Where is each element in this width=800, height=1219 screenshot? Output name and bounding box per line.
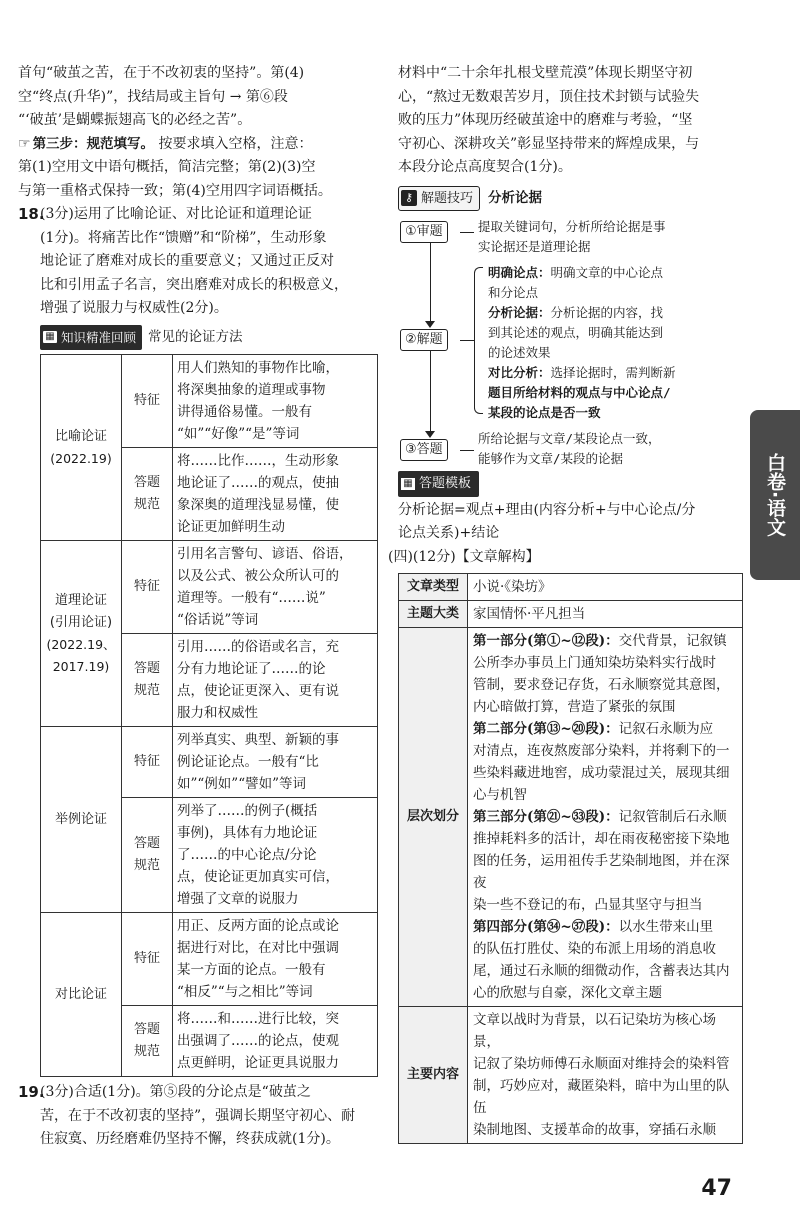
step3-label: 第三步：	[32, 135, 87, 152]
step3-heading	[18, 133, 378, 157]
analysis-flowchart	[398, 217, 743, 469]
feature-label: 特征	[122, 913, 173, 1006]
material-line: 守初心、深耕攻关”彰显坚持带来的辉煌成果，与	[398, 135, 700, 152]
answer-line: (3分)合适(1分)。第⑤段的分论点是“破茧之	[40, 1084, 311, 1100]
table-row	[399, 1007, 743, 1144]
table-row	[399, 601, 743, 628]
feature-text: 引用名言警句、谚语、俗语， 以及公式、被公众所认可的 道理等。一般有“……说” “俗话说”等词	[173, 541, 378, 634]
right-column	[388, 62, 743, 1144]
side-tab: 白卷·语文	[750, 410, 800, 580]
table-row	[41, 913, 378, 1006]
connector	[460, 340, 474, 341]
method-name-cell: 比喻论证 (2022.19)	[41, 355, 122, 541]
type-label: 文章类型	[399, 574, 468, 601]
question-number: 18.	[18, 205, 45, 223]
step3-hand: 规范填写。	[86, 135, 155, 152]
structure-table	[398, 573, 743, 1144]
answer-line: 增强了说服力与权威性(2分)。	[40, 300, 228, 316]
brace	[474, 267, 483, 414]
arrow-down-icon	[425, 431, 435, 438]
answer-label: 答题 规范	[122, 1006, 173, 1077]
tip-tag: ⚷ 解题技巧	[398, 186, 480, 212]
table-row	[399, 574, 743, 601]
feature-label: 特征	[122, 727, 173, 798]
material-line: 材料中“二十余年扎根戈壁荒漠”体现长期坚守初	[398, 65, 693, 81]
book-icon: ▦	[43, 331, 57, 343]
arrow-down-icon	[425, 321, 435, 328]
answer-line: 住寂寞、历经磨难仍坚持不懈，终获成就(1分)。	[40, 1131, 340, 1147]
connector	[460, 450, 474, 451]
book-icon: ▦	[401, 478, 415, 490]
feature-text: 用正、反两方面的论点或论 据进行对比，在对比中强调 某一方面的论点。一般有 “相反”“与之相比”等词	[173, 913, 378, 1006]
content-label: 主要内容	[399, 1007, 468, 1144]
table-row	[41, 355, 378, 448]
question-number: 19.	[18, 1083, 45, 1101]
step3-text: 所给论据与文章/某段论点一致， 能够作为文章/某段的论据	[478, 431, 661, 466]
template-tag: ▦ 答题模板	[398, 471, 479, 497]
table-row	[41, 541, 378, 634]
answer-line: (3分)运用了比喻论证、对比论证和道理论证	[40, 206, 312, 222]
answer-text: 将……和……进行比较，突 出强调了……的论点，使观 点更鲜明，论证更具说服力	[173, 1006, 378, 1077]
tip-header	[398, 186, 743, 212]
answer-label: 答题 规范	[122, 634, 173, 727]
argument-methods-table	[40, 354, 378, 1077]
method-name-cell: 对比论证	[41, 913, 122, 1077]
key-icon: ⚷	[401, 190, 417, 206]
step2-items: 明确论点：明确文章的中心论点 和分论点 分析论据：分析论据的内容，找 到其论述的观点，明确其能达到 的论述效果 对比分析：选择论据时，需判断新 题目所给材料的观点与中心论点/ 某段的论点是否一致	[488, 265, 676, 420]
connector	[430, 351, 431, 435]
left-column	[18, 62, 378, 1152]
question-19	[18, 1081, 378, 1152]
step1-text: 提取关键词句，分析所给论据是事 实论据还是道理论据	[478, 219, 666, 254]
answer-text: 列举了……的例子(概括 事例)，具体有力地论证 了……的中心论点/分论 点，使论证更加真实可信， 增强了文章的说服力	[173, 798, 378, 913]
feature-text: 用人们熟知的事物作比喻， 将深奥抽象的道理或事物 讲得通俗易懂。一般有 “如”“好像”“是”等词	[173, 355, 378, 448]
answer-label: 答题 规范	[122, 798, 173, 913]
material-line: 本段分论点高度契合(1分)。	[398, 159, 572, 175]
answer-line: 地论证了磨难对成长的重要意义；又通过正反对	[40, 253, 334, 269]
material-line: 败的压力”体现历经破茧途中的磨难与考验，“坚	[398, 112, 693, 128]
knowledge-title: 常见的论证方法	[148, 328, 243, 345]
table-row	[41, 727, 378, 798]
answer-line: (1分)。将痛苦比作“馈赠”和“阶梯”，生动形象	[40, 229, 327, 246]
material-line: 心，“熬过无数艰苦岁月，顶住技术封锁与试验失	[398, 88, 700, 105]
feature-label: 特征	[122, 355, 173, 448]
step3-text: 按要求填入空格，注意：	[154, 135, 313, 152]
template-line: 论点关系)+结论	[398, 525, 500, 541]
type-value: 小说·《染坊》	[468, 574, 743, 601]
table-row	[399, 628, 743, 1007]
intro-line: “‘破茧’是蝴蝶振翅高飞的必经之苦”。	[18, 112, 252, 128]
step3-line: 与第一重格式保持一致；第(4)空用四字词语概括。	[18, 182, 332, 199]
step3-line: 第(1)空用文中语句概括，简洁完整；第(2)(3)空	[18, 159, 316, 175]
answer-label: 答题 规范	[122, 448, 173, 541]
step3-box: ③答题	[400, 439, 448, 461]
page-number: 47	[701, 1176, 732, 1201]
intro-line: 空“终点(升华)”，找结局或主旨句 → 第⑥段	[18, 88, 288, 105]
knowledge-header	[40, 325, 378, 351]
template-line: 分析论据=观点+理由(内容分析+与中心论点/分	[398, 501, 696, 518]
answer-text: 引用……的俗语或名言，充 分有力地论证了……的论 点，使论证更深入、更有说 服力和权威性	[173, 634, 378, 727]
answer-line: 比和引用孟子名言，突出磨难对成长的积极意义，	[40, 276, 348, 293]
feature-text: 列举真实、典型、新颖的事 例论证论点。一般有“比 如”“例如”“譬如”等词	[173, 727, 378, 798]
intro-line: 首句“破茧之苦，在于不改初衷的坚持”。第(4)	[18, 65, 305, 81]
knowledge-tag: ▦ 知识精准回顾	[40, 325, 142, 351]
theme-value: 家国情怀·平凡担当	[468, 601, 743, 628]
step2-box: ②解题	[400, 329, 448, 351]
answer-text: 将……比作……，生动形象 地论证了……的观点，使抽 象深奥的道理浅显易懂，使 论证更加鲜明生动	[173, 448, 378, 541]
connector	[460, 232, 474, 233]
pointing-hand-icon: ☞	[18, 135, 31, 152]
connector	[430, 243, 431, 325]
answer-line: 苦，在于不改初衷的坚持”，强调长期坚守初心、耐	[40, 1107, 356, 1124]
question-18	[18, 203, 378, 321]
step1-box: ①审题	[400, 221, 448, 243]
layers-label: 层次划分	[399, 628, 468, 1007]
theme-label: 主题大类	[399, 601, 468, 628]
method-name-cell: 道理论证 (引用论证) (2022.19、 2017.19)	[41, 541, 122, 727]
layers-content: 第一部分(第①~⑫段)：交代背景，记叙镇 公所李办事员上门通知染坊染料实行战时 管制，要求登记存货，石永顺察觉其意图， 内心暗做打算，营造了紧张的氛围 第二部分(第⑬~⑳段)：记叙石永顺为应 对清点，连夜熬废部分染料，并将剩下的一 些染料藏进地窖，成功蒙混过关，展现其细 心与机智 第三部分(第㉑~㉝段)：记叙管制后石永顺 推掉耗料多的活计，却在雨夜秘密接下染地 图的任务，运用祖传手艺染制地图，并在深夜 染一些不登记的布，凸显其坚守与担当 第四部分(第㉞~㊲段)：以水生带来山里 的队伍打胜仗、染的布派上用场的消息收 尾，通过石永顺的细微动作，含蓄表达其内 心的欣慰与自豪，深化文章主题	[468, 628, 743, 1007]
tip-title: 分析论据	[488, 189, 543, 206]
content-value: 文章以战时为背景，以石记染坊为核心场景， 记叙了染坊师傅石永顺面对维持会的染料管 制，巧妙应对，藏匿染料，暗中为山里的队伍 染制地图、支援革命的故事，穿插石永顺	[468, 1007, 743, 1144]
method-name-cell: 举例论证	[41, 727, 122, 913]
section-heading: (四)(12分)【文章解构】	[388, 548, 540, 565]
feature-label: 特征	[122, 541, 173, 634]
